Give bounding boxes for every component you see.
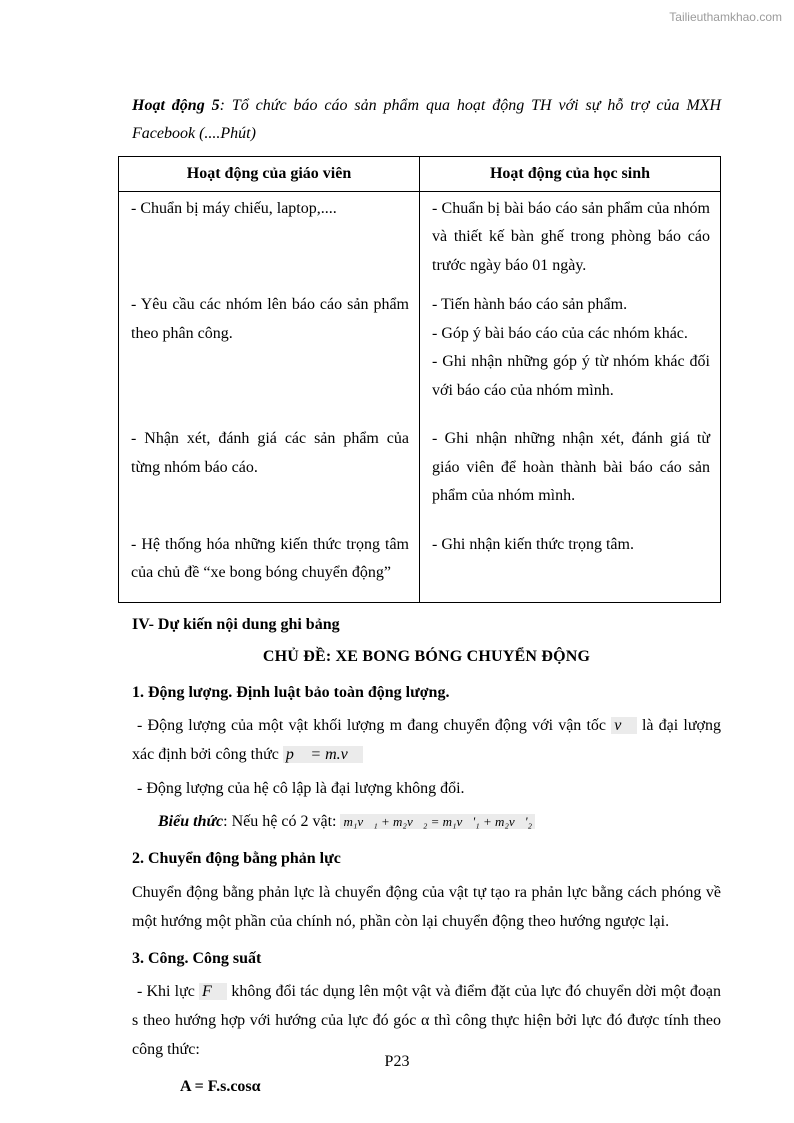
vector-v-formula: v⃗ <box>611 717 637 734</box>
section-1-paragraph <box>132 711 721 769</box>
section-2-heading: 2. Chuyển động bằng phản lực <box>132 850 341 868</box>
teacher-cell <box>119 413 420 518</box>
student-item: - Tiến hành báo cáo sản phẩm. <box>432 296 628 314</box>
section-1-heading: 1. Động lượng. Định luật bảo toàn động lượng. <box>132 683 450 701</box>
conservation-formula: m₁v⃗₁ + m₂v⃗₂ = m₁v⃗'₁ + m₂v⃗'₂ <box>340 814 535 829</box>
teacher-cell <box>119 288 420 413</box>
section-3-paragraph <box>132 977 721 1064</box>
student-cell <box>420 519 721 602</box>
topic-title: CHỦ ĐỀ: XE BONG BÓNG CHUYỂN ĐỘNG <box>262 648 591 666</box>
table-header-teacher: Hoạt động của giáo viên <box>119 156 420 191</box>
s3-text-a: - Khi lực <box>137 982 199 1000</box>
vector-f-formula: F⃗ <box>199 983 227 1000</box>
table-header-student: Hoạt động của học sinh <box>420 156 721 191</box>
table-row <box>119 519 721 602</box>
activity-text: : Tổ chức báo cáo sản phẩm qua hoạt động TH với sự hỗ trợ của MXH Facebook (....Phút) <box>132 97 721 143</box>
expression-label: Biểu thức <box>158 813 224 831</box>
teacher-item: - Nhận xét, đánh giá các sản phẩm của từng nhóm báo cáo. <box>131 430 409 476</box>
table-header-row <box>119 156 721 191</box>
teacher-item: - Hệ thống hóa những kiến thức trọng tâm của chủ đề “xe bong bóng chuyển động” <box>131 535 409 582</box>
student-item: - Ghi nhận những nhận xét, đánh giá từ giáo viên để hoàn thành bài báo cáo sản phẩm của nhóm mình. <box>432 430 710 505</box>
section-1-paragraph-2: - Động lượng của hệ cô lập là đại lượng không đổi. <box>137 780 465 798</box>
teacher-cell <box>119 519 420 602</box>
s3-text-b: không đổi tác dụng lên một vật và điểm đặt của lực đó chuyển dời một đoạn s theo hướng hợp với hướng của lực đó góc α thì công thực hiện bởi lực đó được tính theo công thức: <box>132 982 721 1059</box>
student-item: - Chuẩn bị bài báo cáo sản phẩm của nhóm và thiết kế bàn ghế trong phòng báo cáo trước ngày báo 01 ngày. <box>432 199 710 274</box>
activity-label: Hoạt động 5 <box>132 97 220 114</box>
student-cell <box>420 413 721 518</box>
table-row <box>119 288 721 413</box>
work-formula: A = F.s.cosα <box>180 1078 261 1096</box>
teacher-cell <box>119 191 420 288</box>
s1-text-b: là đại lượng xác định bởi công thức <box>132 716 721 764</box>
table-row <box>119 413 721 518</box>
section-2-paragraph: Chuyển động bằng phản lực là chuyển động của vật tự tạo ra phản lực bằng cách phóng về một hướng một phần của chính nó, phần còn lại chuyển động theo hướng ngược lại. <box>132 883 721 930</box>
teacher-item: - Yêu cầu các nhóm lên báo cáo sản phẩm theo phân công. <box>131 296 409 342</box>
expression-text: : Nếu hệ có 2 vật: <box>223 813 341 831</box>
table-row <box>119 191 721 288</box>
student-cell <box>420 288 721 413</box>
s1-text-a: - Động lượng của một vật khối lượng m đang chuyển động với vận tốc <box>137 716 612 734</box>
student-item: - Ghi nhận kiến thức trọng tâm. <box>432 535 634 553</box>
student-item: - Góp ý bài báo cáo của các nhóm khác. <box>432 324 688 342</box>
expression-line <box>158 807 721 836</box>
teacher-item: - Chuẩn bị máy chiếu, laptop,.... <box>131 199 337 217</box>
section-iv-heading: IV- Dự kiến nội dung ghi bảng <box>132 615 340 633</box>
momentum-formula: p⃗ = m.v⃗ <box>283 746 363 763</box>
watermark: Tailieuthamkhao.com <box>669 10 782 24</box>
page-number: P23 <box>384 1053 410 1070</box>
student-cell <box>420 191 721 288</box>
activity-table <box>118 156 721 603</box>
student-item: - Ghi nhận những góp ý từ nhóm khác đối với báo cáo của nhóm mình. <box>432 353 710 399</box>
activity-heading <box>132 92 721 149</box>
section-3-heading: 3. Công. Công suất <box>132 949 262 967</box>
